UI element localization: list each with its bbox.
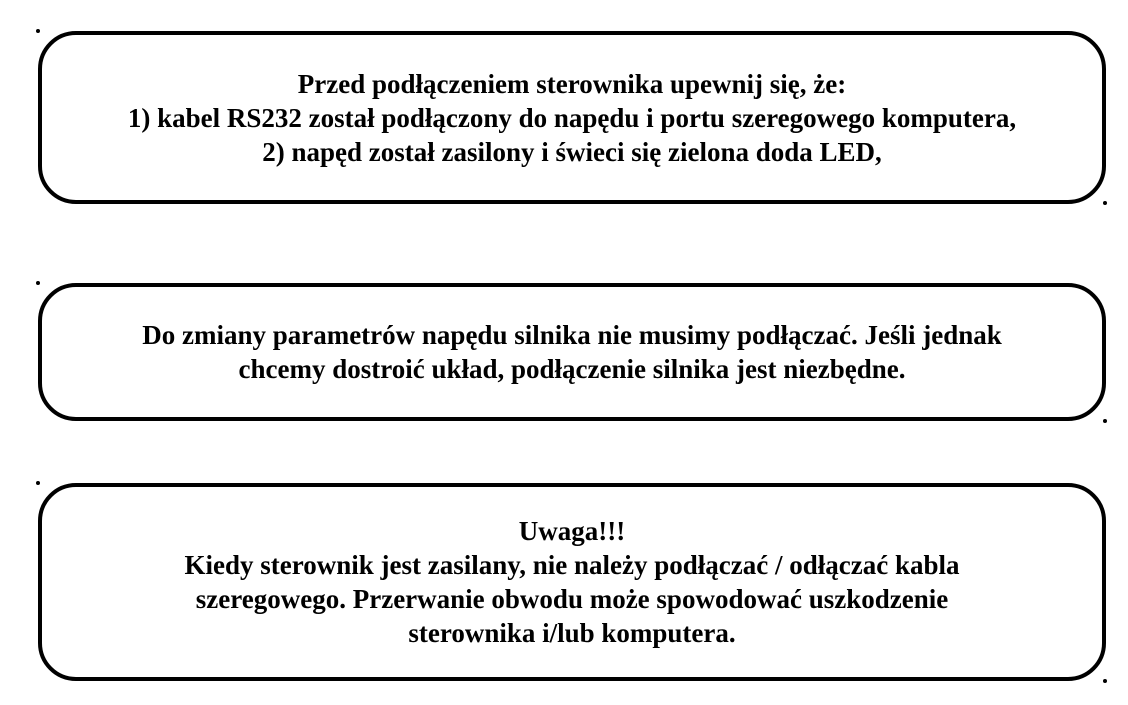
- notice-box-connection-checklist: [38, 31, 1106, 204]
- checklist-item-cable: 1) kabel RS232 został podłączony do napędu i portu szeregowego komputera,: [127, 102, 1017, 133]
- corner-dot: [36, 481, 40, 485]
- motor-info-line-1: Do zmiany parametrów napędu silnika nie musimy podłączać. Jeśli jednak: [142, 320, 1002, 350]
- checklist-item-power: 2) napęd został zasilony i świeci się zielona doda LED,: [262, 136, 882, 167]
- motor-info-line-2: chcemy dostroić układ, podłączenie silnika jest niezbędne.: [238, 354, 906, 384]
- notice-box-motor-info: [38, 283, 1106, 421]
- corner-dot: [36, 281, 40, 285]
- warning-line-1: Kiedy sterownik jest zasilany, nie należy podłączać / odłączać kabla: [184, 550, 960, 580]
- notice-box-warning: [38, 483, 1106, 681]
- warning-line-3: sterownika i/lub komputera.: [408, 618, 736, 648]
- corner-dot: [1103, 679, 1107, 683]
- warning-heading: Uwaga!!!: [518, 516, 626, 546]
- corner-dot: [36, 29, 40, 33]
- notice-heading: Przed podłączeniem sterownika upewnij się, że:: [297, 68, 847, 99]
- corner-dot: [1103, 201, 1107, 205]
- warning-line-2: szeregowego. Przerwanie obwodu może spowodować uszkodzenie: [195, 584, 949, 614]
- corner-dot: [1103, 419, 1107, 423]
